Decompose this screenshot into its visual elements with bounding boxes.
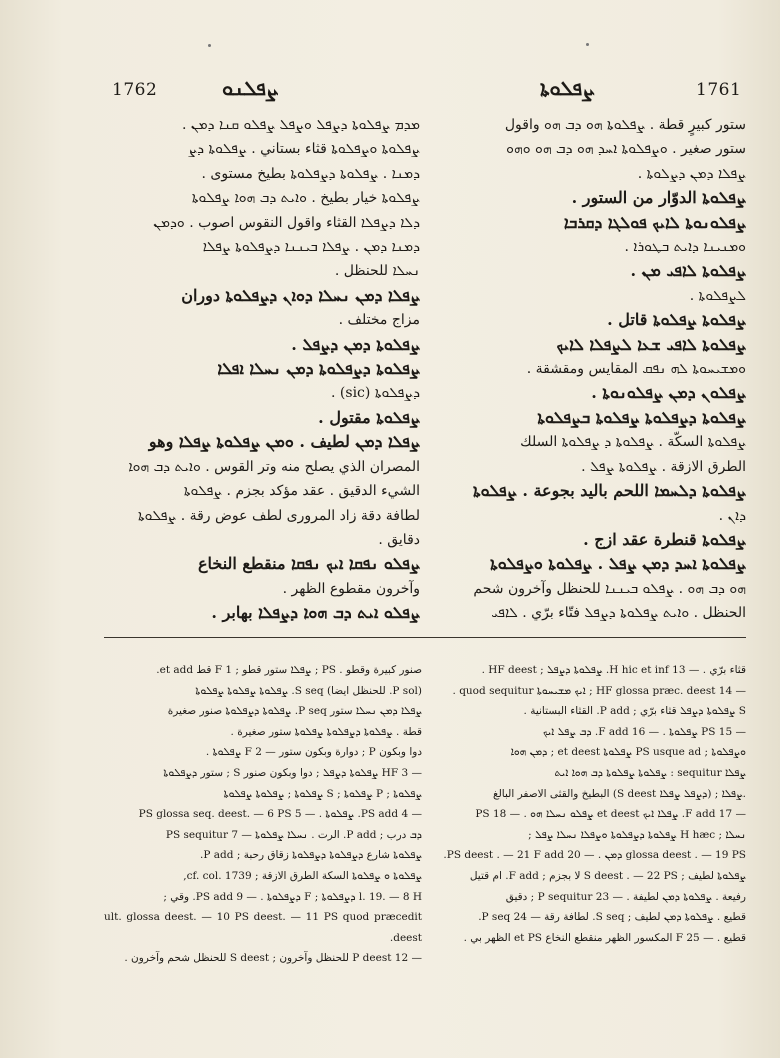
page-speck xyxy=(586,43,589,46)
footnote-line: .ܨܦܠܐ ; (ܕܨܦܠ ܨܦܠܐ S deest) البطيخ والقثى الاصفر البالغ xyxy=(493,787,746,800)
footnote-line: رفيعة . ܨܦܠܘܬܐ ܕܡܢ لطيفة . — 23 P sequitur ; دقيق xyxy=(505,890,746,903)
footnote-line: قثاء برّي . — 13 H hic et inf. ܨܦܠܘܬܐ ܕܨܦܠ ; HF deest . xyxy=(481,664,746,676)
text-line: ܨܦܠܘܬܐ ܕܨܦܠܘܬܐ ܕܡܢ ܢܚܠܐ ܐܦܠܐ xyxy=(217,359,420,379)
footnote-line: — 17 F add. ܨܦܠܐ ܐܝܟ et deest ܨܦܠܘ ܢܚܠܐ ܗܘ . — 18 PS xyxy=(475,808,746,821)
footnote-line: (P sol. للحنظل ايضا) S seq. ܨܦܠܘܬܐ ܨܦܠܘܬܐ ܨܦܠܘܬܐ xyxy=(195,684,422,697)
text-line: ܨܦܠܘܬܐ الدوّار من الستور . xyxy=(571,188,746,208)
text-line: ܨܦܠܘܬܐ ܐܚܕ ܕܡܢ ܨܦܠ . ܨܦܠܘܬܐ ܘܨܦܠܘܬܐ xyxy=(490,554,746,574)
text-line: ܨܦܠܘ ܢܦܩܐ ܐܝܟ ܢܦܩܐ منقطع النخاع xyxy=(197,554,420,574)
footnote-line: — 3 HF ܨܦܠܘܬܐ ܕܨܦܠ ; دوا وبكون صنور S ; ستور ܕܨܦܠܘܬܐ xyxy=(163,766,422,779)
text-line: ܕܡܢܐ . ܨܦܠܘܬܐ ܕܨܦܠܘܬܐ بطيخ مستوى . xyxy=(201,165,420,182)
text-line: ܘܡܢܝܢܐ ܕܐܝܬ ܒܛܘܪܐ . xyxy=(624,239,746,256)
text-line: ܕܠܐ ܕܨܦܠܐ القثاء واقول النقوس اصوب . ܘܕܡܢ xyxy=(153,214,420,231)
text-line: لطافة دقة زاد المرورى لطف عوض رقة . ܨܦܠܘܬܐ xyxy=(137,507,420,524)
text-line: ܕܨܦܠܘܬܐ (sic) . xyxy=(331,385,420,402)
text-line: المصران الذي يصلح منه وتر القوس . ܘܐܝܬ ܕܒ ܗܘܐ xyxy=(128,458,420,475)
text-line: ܨܦܠܘܬܐ قنطرة عقد ازج . xyxy=(583,529,746,549)
footnote-line: ܢܚܠܐ ; H hæc ܨܦܠܘܬܐ ܕܨܦܠܘܬܐ ܘܨܦܠܐ ܢܚܠܐ ܨܦܠ ; xyxy=(528,828,746,841)
text-line: ܨܦܠܘܢܘܬܐ ܠܐܝܟ ܦܘܠܓܐ ܕܩܪܒܐ xyxy=(563,212,746,232)
text-line: ستور صغير . ܘܨܦܠܘܬܐ ܐܚܕ ܗܘ ܕܒ ܗܘ ܘܗܘ xyxy=(506,141,746,158)
footnote-line: ܘܨܦܠܘܬܐ ; PS usque ad ܨܦܠܘܬܐ et deest ; ܕܡܢ ܗܘܐ xyxy=(510,746,746,759)
footnote-line: glossa deest . — 19 PS ܕܡܢ . — 20 PS deest . — 21 F add. xyxy=(443,849,746,862)
text-line: ܨܦܠܘܬܐ ܠܐܦܝ ܫܥܐ ܠܨܦܠܐ ܠܐܝܟ xyxy=(556,334,746,354)
text-line: الحنظل . ܘܐܝܬ ܨܦܠܘܬܐ ܕܨܦܠ فتّاء برّي . ܠܐܦܝ xyxy=(491,605,746,622)
text-line: ܨܦܠܘܢ ܕܡܢ ܨܦܠܘܢܘܬܐ . xyxy=(591,383,746,403)
footnote-line: — 14 HF glossa præc. deest ; ܐܝܟ ܡܫܝܚܘܬܐ quod sequitur . xyxy=(452,684,746,697)
footnote-line: ܨܦܠܐ sequitur : ܨܦܠܘܬܐ ܨܦܠܘܬܐ ܕܒ ܗܘܐ ܐܝܬ xyxy=(554,766,746,779)
text-line: ܕܐܢ . xyxy=(718,507,746,524)
footnote-line: ܨܦܠܐ ܕܡܢ ܢܚܠܐ ستور P seq. ܨܦܠܘܬܐ ܕܨܦܠܘܬܐ صنور صغيرة xyxy=(167,705,422,718)
left-running-head: ܨܦܠܢܘ xyxy=(222,76,279,100)
right-running-head: ܨܦܠܘܬܐ xyxy=(540,76,595,100)
footnote-line: S ܨܦܠܘܬܐ ܕܨܦܠ قثاء برّي ; P add. القثاء البستانية . xyxy=(523,705,746,718)
text-line: ܗܘ ܕܒ ܗܘ . ܨܦܠܘ ܒܝܢܢܐ للحنظل وآخرون شحم xyxy=(473,580,746,597)
text-line: ܨܦܠܘܬܐ ܕܨܦܠܘܬܐ ܨܦܠܘܬܐ ܒܨܦܠܘܬܐ xyxy=(537,407,746,427)
footnote-line: ܨܦܠܘܬܐ شارع ܕܨܦܠܘܬܐ ܕܨܦܠܘܬܐ زقاق رحبة ; P add. xyxy=(200,849,422,862)
page-speck xyxy=(208,44,211,47)
text-line: ܠܨܦܠܘܬܐ . xyxy=(689,287,746,304)
footnote-divider xyxy=(104,637,746,638)
right-footnotes xyxy=(428,660,746,948)
text-line: ܨܦܠܘܬܐ خيار بطيخ . ܘܐܝܬ ܕܒ ܗܘܐ ܨܦܠܘܬܐ xyxy=(191,190,420,207)
left-text-column xyxy=(104,113,420,626)
footnote-line: l. 19. — 8 H ܕܨܦܠܘܬܐ ; F ܕܨܦܠܘܬܐ . — 9 PS add. وقي ; xyxy=(163,890,422,903)
text-line: ܢܚܠܐ للحنظل . xyxy=(334,263,420,280)
text-line: الطرق الازقة . ܨܦܠܘܬܐ ܨܦܠ . xyxy=(581,458,746,475)
text-line: الشيء الدقيق . عقد مؤكد بجزم . ܨܦܠܘܬܐ xyxy=(183,483,420,500)
footnote-line: ult. glossa deest. — 10 PS deest. — 11 PS quod præcedit deest. xyxy=(104,911,422,944)
text-line: ܨܦܠܐ ܕܡܢ ܕܨܠܘܬܐ . xyxy=(637,165,746,182)
text-line: ܨܦܠܘܬܐ ܠܐܦܝ ܡܢ . xyxy=(630,261,746,281)
text-line: ستور كبيرٍ قطة . ܨܦܠܘܬܐ ܗܘ ܕܒ ܗܘ واقول xyxy=(504,117,746,133)
footnote-line: قطة . ܨܦܠܘܬܐ ܕܨܦܠܘܬܐ ܨܦܠܘܬܐ ستور صغيرة . xyxy=(230,725,422,738)
footnote-line: صنور كبيرة وقطو . PS ; ܨܦܠܐ ستور قطو ; 1 F قط et add. xyxy=(156,664,422,676)
text-line: ܘܡܫܝܚܘܬܐ ܠܗ ܢܦܩ المقايس ومقشقة . xyxy=(526,361,746,378)
text-line: ܨܦܠܘܬܐ ܨܦܠܘܬܐ قاتل . xyxy=(607,310,746,330)
text-line: ܨܦܠܘܬܐ ܘܨܦܠܘܬܐ قثاء بستاني . ܨܦܠܘܬܐ ܕܨ xyxy=(188,141,420,158)
text-line: ܨܦܠܐ ܕܡܢ لطيف . ܘܡܢ ܨܦܠܘܬܐ ܨܦܠܐ وهو xyxy=(148,432,420,452)
text-line: مزاج مختلف . xyxy=(338,312,420,329)
text-line: ܨܦܠܐ ܕܡܢ ܢܚܠܐ ܕܘܐܢ ܕܨܦܠܘܬܐ دوران xyxy=(181,285,420,305)
footnote-line: ܨܦܠܘܬܐ ; P ܨܦܠܘܬܐ ; S ܨܦܠܘܬܐ ; ܨܦܠܘܬܐ ܨܦܠܘܬܐ xyxy=(223,787,422,800)
left-footnotes xyxy=(104,660,422,969)
footnote-line: قطيع . — 25 F المكسور الظهر منقطع النخاع et PS الظهر بي . xyxy=(463,931,746,944)
footnote-line: ܨܦܠܘܬܐ لطيف ; S deest . — 22 PS لا بجزم ; F add. ام قتيل xyxy=(469,869,746,882)
footnote-line: — 4 PS add. ܨܦܠܘܬܐ . — 5 PS glossa seq. deest. — 6 PS xyxy=(138,808,422,821)
text-line: ܨܦܠܘܬܐ ܕܡܢ ܕܨܦܠ . xyxy=(291,334,420,354)
footnote-line: — 12 P deest للحنظل وآخرون ; S deest للحنظل شحم وآخرون . xyxy=(124,952,422,965)
text-line: ܨܦܠܘܬܐ السكّة . ܨܦܠܘܬܐ ܕ ܨܦܠܘܬܐ السلك xyxy=(520,434,746,451)
left-page-number: 1762 xyxy=(112,80,158,100)
footnote-line: — 15 PS ܨܦܠܘܬܐ . — 16 F add. ܕܒ ܨܦܠ ܐܝܟ xyxy=(542,725,746,738)
text-line: دقايق . xyxy=(378,531,420,548)
right-page-number: 1761 xyxy=(696,80,742,100)
text-line: ܕܡܢܐ ܕܡܢ . ܨܦܠܐ ܒܝܢܢܐ ܕܨܦܠܘܬܐ ܨܦܠܐ xyxy=(202,239,420,256)
text-line: ܨܦܠܘܬܐ مقتول . xyxy=(318,407,420,427)
footnote-line: دوا وبكون P ; دوارة وبكون ستور — 2 F ܨܦܠܘܬܐ . xyxy=(205,746,422,759)
footnote-line: قطيع . ܨܦܠܘܬܐ ܕܡܢ لطيف ; S seq. لطافة رقة — 24 P seq. xyxy=(478,911,746,924)
footnote-line: ܕܒ درب ; P add. الرت . ܢܚܠܐ ܨܦܠܘܬܐ — 7 PS sequitur xyxy=(165,828,422,841)
text-line: ܡܕܡ ܨܦܠܘܬܐ ܕܨܦܠ ܘܨܦܠ ܨܦܠܘ ܩܢܐ ܕܡܢ . xyxy=(181,117,420,133)
text-line: ܨܦܠܘܬܐ ܕܠܚܡܐ اللحم باليد بجوعة . ܨܦܠܘܬܐ xyxy=(473,481,746,501)
footnote-line: ܨܦܠܘܬܐ ܘ ܨܦܠܘܬܐ السكة الطرق الازقة ; cf. col. 1739, xyxy=(183,869,422,882)
right-text-column xyxy=(430,113,746,626)
text-line: وآخرون مقطوع الظهر . xyxy=(282,580,420,597)
text-line: ܨܦܠܘ ܐܝܬ ܕܒ ܗܘܐ ܕܨܦܠܐ بهابر . xyxy=(211,603,420,623)
